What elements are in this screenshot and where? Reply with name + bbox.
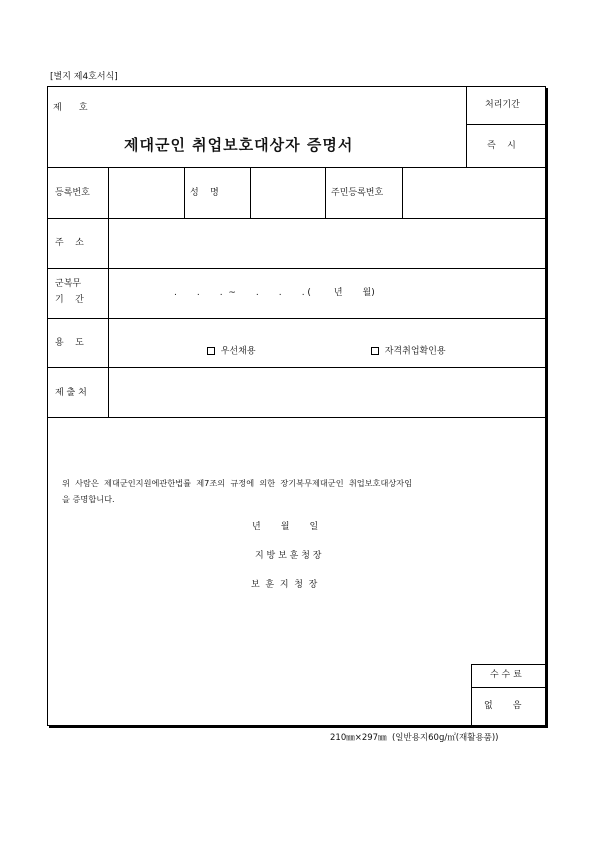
row1-sep-1 (184, 167, 185, 218)
row-line-4 (47, 318, 546, 319)
paper-spec: 210㎜×297㎜ (일반용지60g/㎡(재활용품)) (330, 733, 499, 743)
certification-line-1: 위 사람은 제대군인지원에관한법률 제7조의 규정에 의한 장기복무제대군인 취업보호대상자임 (62, 478, 413, 488)
row-line-5 (47, 367, 546, 368)
frame-shadow-right (546, 88, 548, 728)
issue-date: 년 월 일 (252, 522, 319, 532)
resident-number-label: 주민등록번호 (331, 188, 384, 198)
frame-left (47, 86, 48, 726)
service-period-label-1: 군복무 (55, 279, 82, 289)
usage-option-qualification: 자격취업확인용 (365, 338, 446, 357)
row1-sep-3 (325, 167, 326, 218)
service-period-value: . . . ~ . . . ( 년 월) (174, 288, 375, 298)
row-line-1 (47, 167, 546, 168)
document-title: 제대군인 취업보호대상자 증명서 (124, 136, 354, 154)
processing-box-mid (466, 124, 546, 125)
fee-value: 없 음 (484, 701, 522, 711)
frame-top (47, 86, 546, 87)
usage-label: 용 도 (55, 338, 84, 348)
row1-sep-2 (250, 167, 251, 218)
checkbox-icon[interactable] (371, 347, 379, 355)
certification-line-2: 을 증명합니다. (62, 494, 115, 504)
submit-to-label: 제 출 처 (55, 388, 87, 398)
form-code: [별지 제4호서식] (50, 72, 118, 82)
processing-box-left (466, 86, 467, 167)
row-line-3 (47, 268, 546, 269)
checkbox-icon[interactable] (207, 347, 215, 355)
issuer-branch: 보 훈 지 청 장 (251, 580, 318, 590)
frame-shadow-bottom (49, 726, 548, 728)
processing-period-value: 즉 시 (487, 141, 516, 151)
name-label: 성 명 (190, 188, 219, 198)
label-column-separator (108, 167, 109, 417)
usage-option-preferred-hire: 우선채용 (201, 338, 256, 357)
fee-label: 수 수 료 (490, 670, 522, 680)
fee-box-left (471, 664, 472, 726)
document-number-label: 제 호 (53, 103, 88, 113)
row-line-6 (47, 417, 546, 418)
issuer-regional: 지 방 보 훈 청 장 (255, 551, 322, 561)
row-line-2 (47, 218, 546, 219)
address-label: 주 소 (55, 238, 84, 248)
processing-period-label: 처리기간 (485, 100, 520, 110)
service-period-label-2: 기 간 (55, 295, 84, 305)
row1-sep-4 (402, 167, 403, 218)
fee-box-top (471, 664, 546, 665)
registration-number-label: 등록번호 (55, 188, 90, 198)
fee-box-mid (471, 687, 546, 688)
